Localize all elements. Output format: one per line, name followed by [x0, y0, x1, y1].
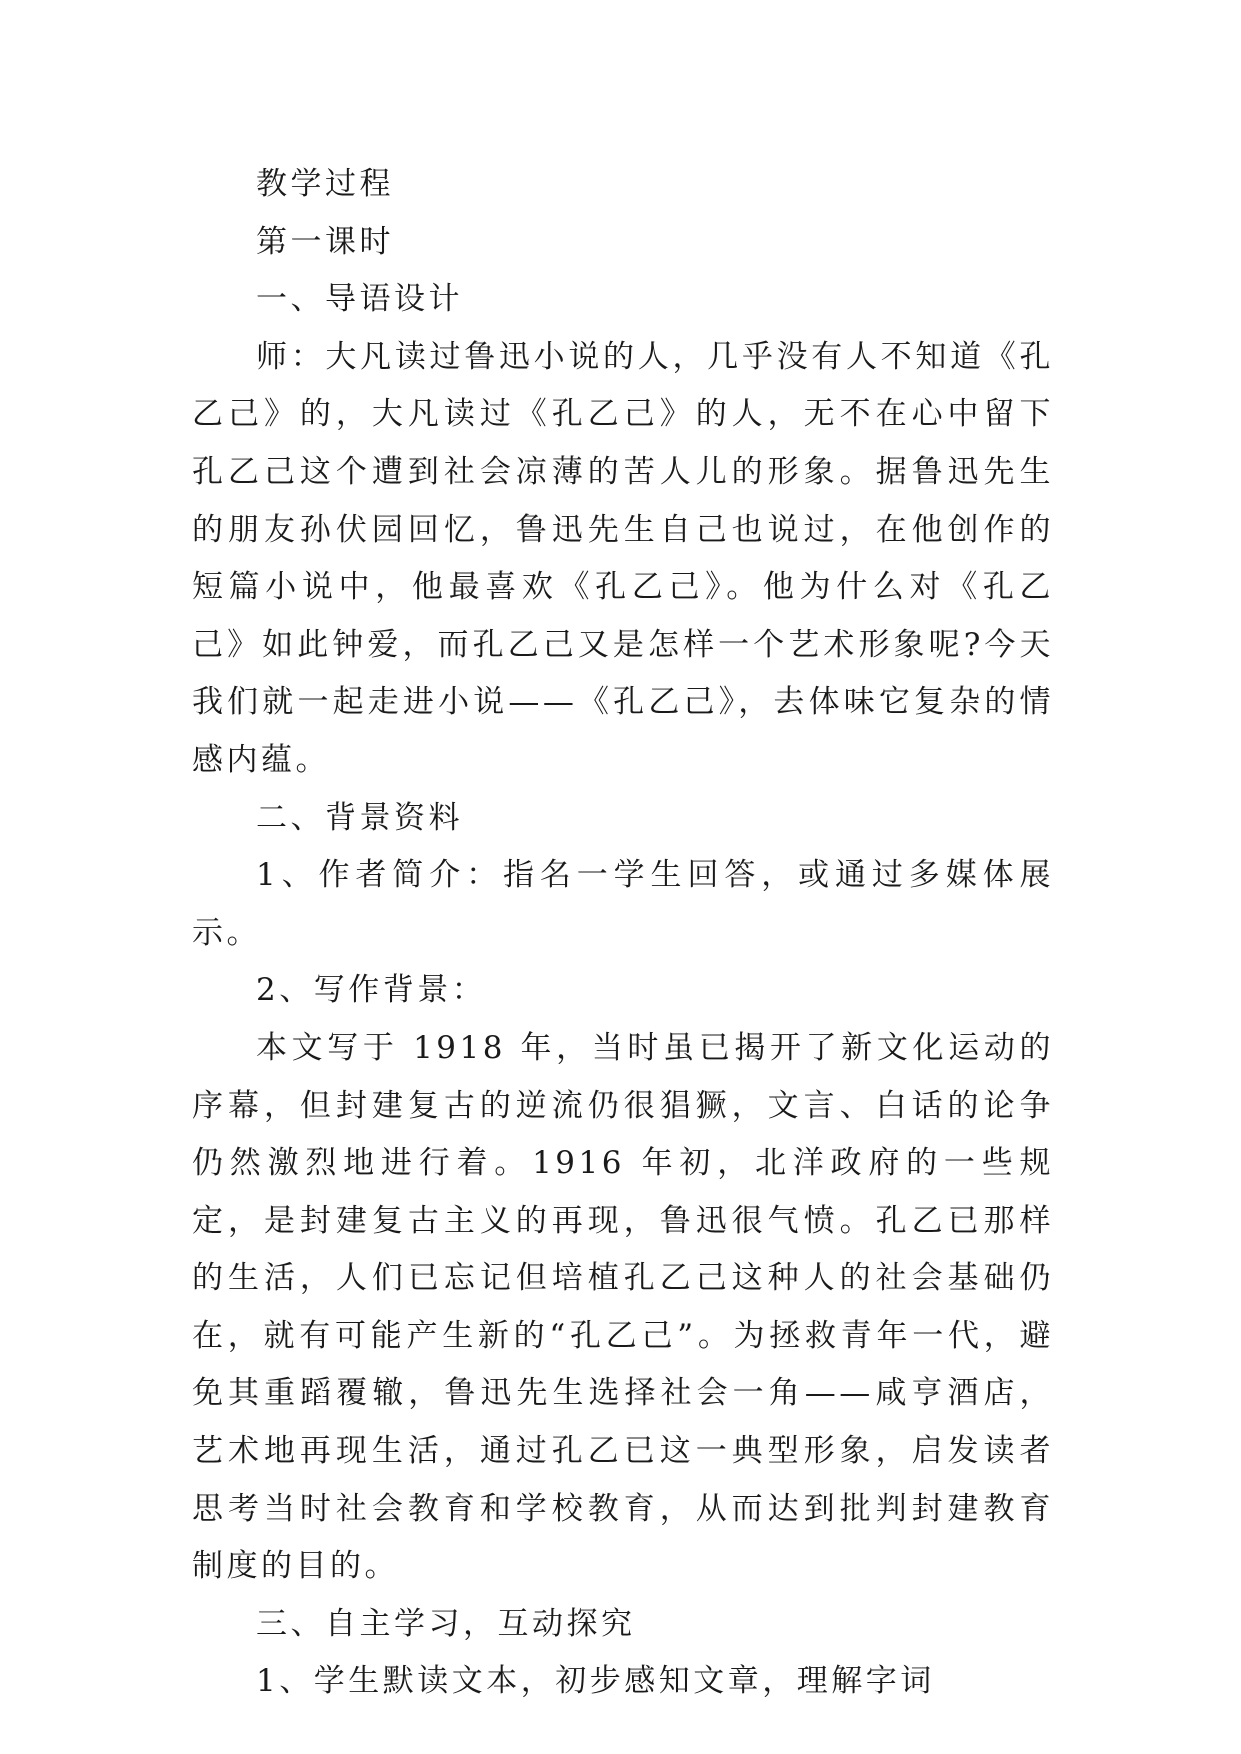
heading-self-study: 三、自主学习，互动探究: [256, 1605, 636, 1642]
document-body: [192, 156, 1054, 1711]
item-writing-background: 2、写作背景：: [256, 972, 487, 1009]
paragraph-teacher-introduction: 师：大凡读过鲁迅小说的人，几乎没有人不知道《孔乙己》的，大凡读过《孔乙己》的人，无不在心中留下孔乙己这个遭到社会凉薄的苦人儿的形象。据鲁迅先生的朋友孙伏园回忆，鲁迅先生自己也说过，在他创作的短篇小说中，他最喜欢《孔乙己》。他为什么对《孔乙己》如此钟爱，而孔乙己又是怎样一个艺术形象呢?今天我们就一起走进小说——《孔乙己》，去体味它复杂的情感内蕴。: [192, 338, 1054, 778]
heading-first-lesson: 第一课时: [256, 223, 394, 260]
heading-background-material: 二、背景资料: [256, 799, 463, 836]
heading-teaching-process: 教学过程: [256, 166, 394, 202]
item-author-intro: 1、作者简介：指名一学生回答，或通过多媒体展示。: [192, 857, 1054, 951]
item-silent-reading: 1、学生默读文本，初步感知文章，理解字词: [256, 1663, 935, 1700]
paragraph-writing-background: 本文写于 1918 年，当时虽已揭开了新文化运动的序幕，但封建复古的逆流仍很猖獗，文言、白话的论争仍然激烈地进行着。1916 年初，北洋政府的一些规定，是封建复古主义的再现，鲁迅很气愤。孔乙已那样的生活，人们已忘记但培植孔乙己这种人的社会基础仍在，就有可能产生新的“孔乙己”。为拯救青年一代，避免其重蹈覆辙，鲁迅先生选择社会一角——咸亨酒店，艺术地再现生活，通过孔乙已这一典型形象，启发读者思考当时社会教育和学校教育，从而达到批判封建教育制度的目的。: [192, 1029, 1054, 1585]
heading-introduction-design: 一、导语设计: [256, 281, 463, 318]
